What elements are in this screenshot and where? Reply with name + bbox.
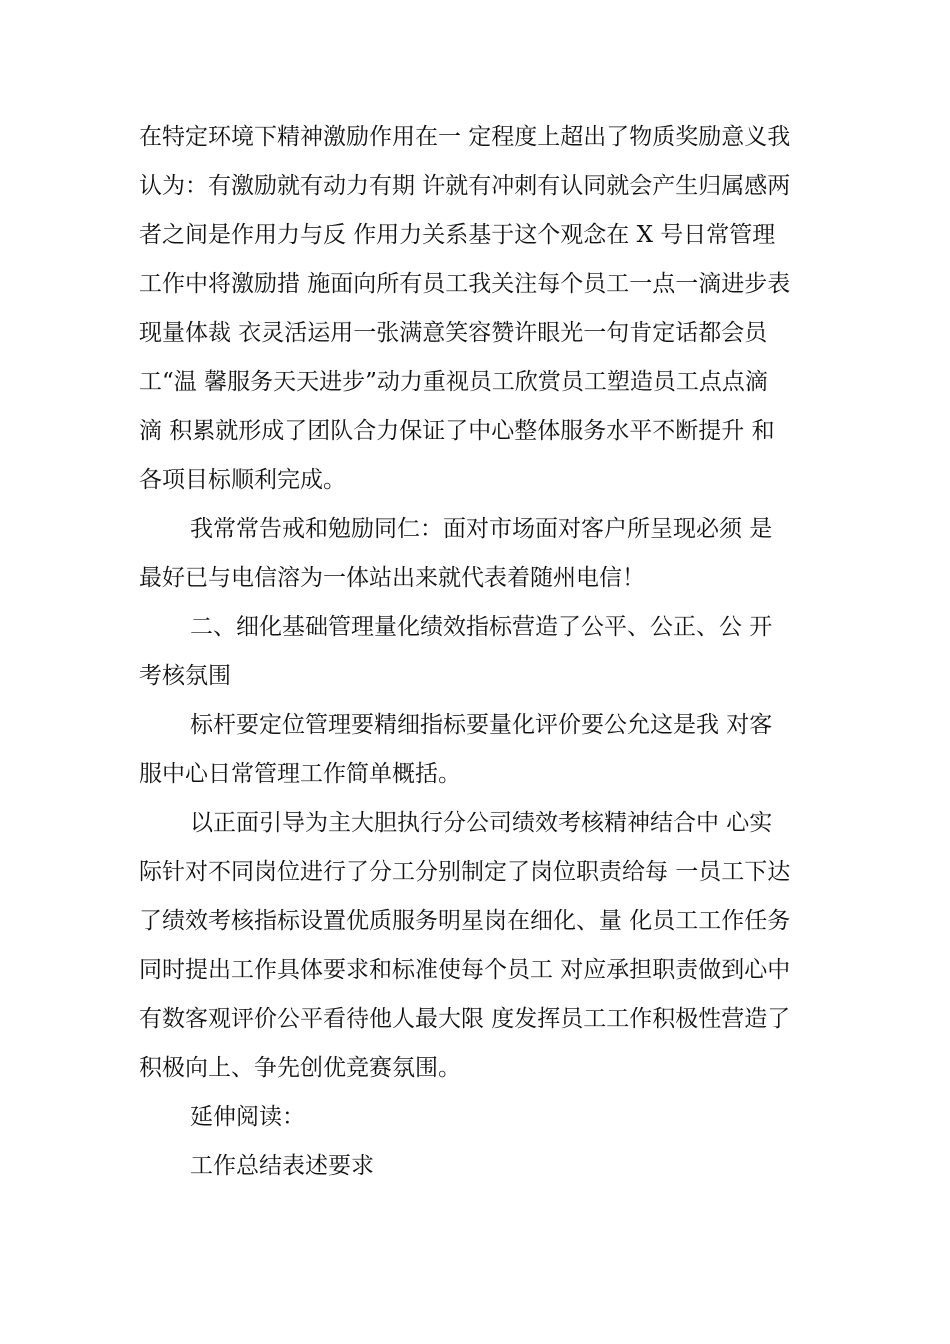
text-line (139, 260, 819, 309)
related-title-text: 工作总结表述要求 (190, 1153, 374, 1179)
section-heading-line (139, 603, 819, 652)
text-line (139, 309, 819, 358)
paragraph-start-line (139, 701, 819, 750)
text-line (139, 456, 819, 505)
paragraph-start-line (139, 505, 819, 554)
section-heading-text: 考核氛围 (139, 663, 231, 689)
line-text: 有数客观评价公平看待他人最大限 度发挥员工工作积极性营造了 (139, 1006, 791, 1032)
text-line (139, 750, 819, 799)
line-text: 最好已与电信溶为一体站出来就代表着随州电信！ (139, 565, 645, 591)
line-text: 各项目标顺利完成。 (139, 467, 346, 493)
text-line (139, 848, 819, 897)
text-line (139, 113, 819, 162)
line-text: 际针对不同岗位进行了分工分别制定了岗位职责给每 一员工下达 (139, 859, 791, 885)
line-text: 在特定环境下精神激励作用在一 定程度上超出了物质奖励意义我 (139, 124, 791, 150)
line-text: 服中心日常管理工作简单概括。 (139, 761, 461, 787)
document-page (139, 113, 819, 1191)
line-text: 了绩效考核指标设置优质服务明星岗在细化、量 化员工工作任务 (139, 908, 791, 934)
section-heading-line (139, 652, 819, 701)
text-line (139, 358, 819, 407)
line-text: 现量体裁 衣灵活运用一张满意笑容赞许眼光一句肯定话都会员 (139, 320, 768, 346)
line-text: 认为：有激励就有动力有期 许就有冲刺有认同就会产生归属感两 (139, 173, 791, 199)
text-line (139, 897, 819, 946)
text-line (139, 946, 819, 995)
paragraph-start-line (139, 799, 819, 848)
text-line (139, 162, 819, 211)
extended-reading-text: 延伸阅读： (190, 1104, 305, 1130)
line-text: 同时提出工作具体要求和标准使每个员工 对应承担职责做到心中 (139, 957, 791, 983)
text-line (139, 407, 819, 456)
line-text: 者之间是作用力与反 作用力关系基于这个观念在 X 号日常管理 (139, 222, 776, 248)
text-line (139, 1044, 819, 1093)
line-text: 标杆要定位管理要精细指标要量化评价要公允这是我 对客 (190, 712, 773, 738)
related-link-line (139, 1142, 819, 1191)
text-line (139, 554, 819, 603)
section-heading-text: 二、细化基础管理量化绩效指标营造了公平、公正、公 开 (190, 614, 773, 640)
line-text: 以正面引导为主大胆执行分公司绩效考核精神结合中 心实 (190, 810, 773, 836)
line-text: 工“温 馨服务天天进步”动力重视员工欣赏员工塑造员工点点滴 (139, 369, 768, 395)
line-text: 滴 积累就形成了团队合力保证了中心整体服务水平不断提升 和 (139, 418, 775, 444)
line-text: 积极向上、争先创优竞赛氛围。 (139, 1055, 461, 1081)
text-line (139, 211, 819, 260)
text-line (139, 995, 819, 1044)
line-text: 我常常告戒和勉励同仁：面对市场面对客户所呈现必须 是 (190, 516, 773, 542)
line-text: 工作中将激励措 施面向所有员工我关注每个员工一点一滴进步表 (139, 271, 791, 297)
extended-reading-label (139, 1093, 819, 1142)
